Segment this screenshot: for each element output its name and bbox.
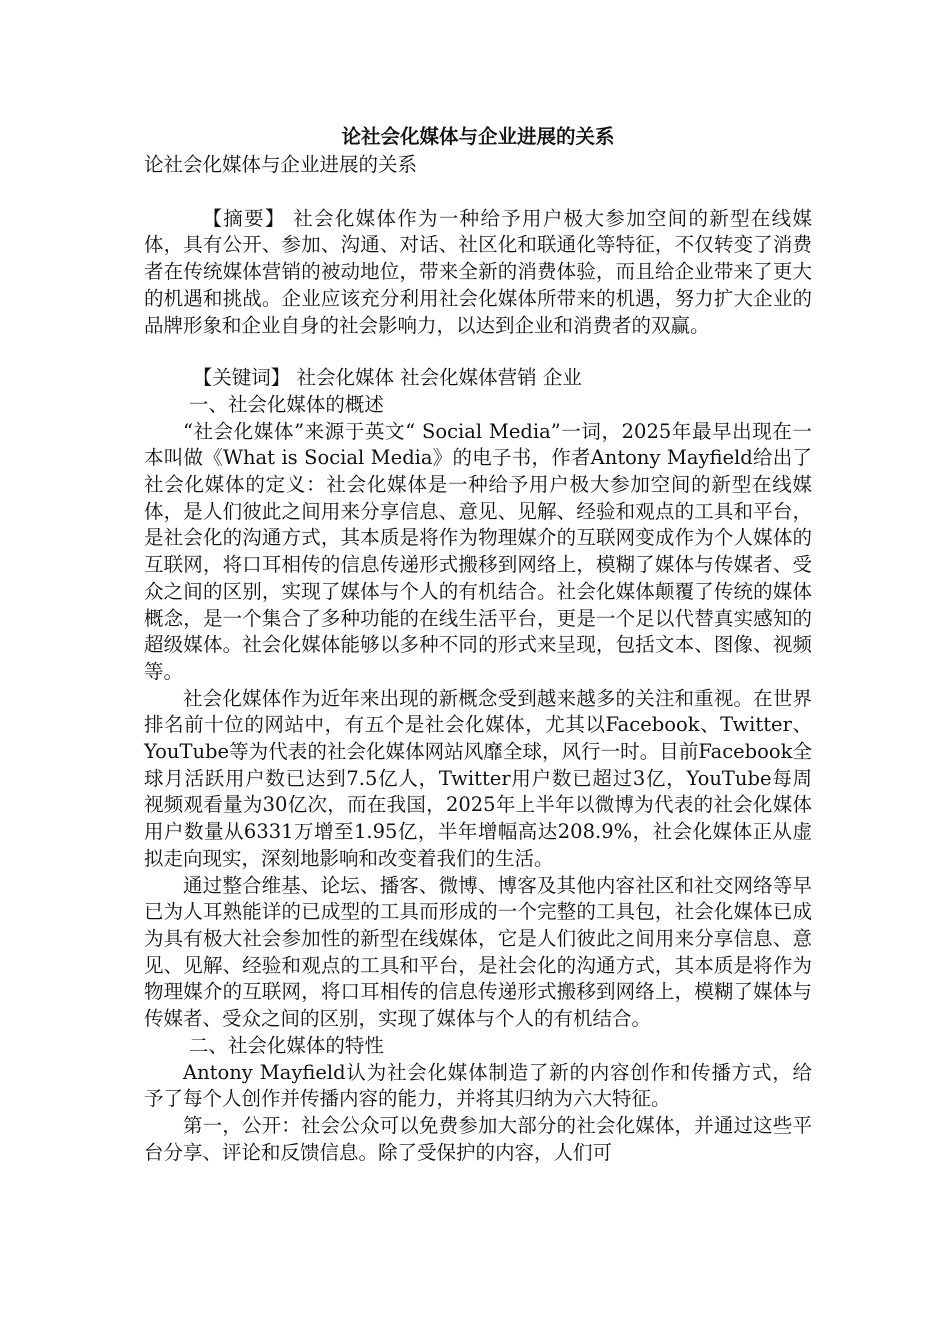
section-heading-overview: 一、社会化媒体的概述	[188, 392, 384, 416]
keywords-paragraph	[144, 365, 812, 392]
document-page	[144, 122, 812, 1166]
document-title: 论社会化媒体与企业进展的关系	[341, 125, 615, 148]
body-paragraph: Antony Mayfield认为社会化媒体制造了新的内容创作和传播方式，给予了每个人创作并传播内容的能力，并将其归纳为六大特征。	[144, 1060, 812, 1111]
abstract-paragraph	[144, 206, 812, 340]
body-paragraph: “社会化媒体”来源于英文“ Social Media”一词，2025年最早出现在一本叫做《What is Social Media》的电子书，作者Antony Mayfield给出了社会化媒体的定义：社会化媒体是一种给予用户极大参加空间的新型在线媒体，是人们彼此之间用来分享信息、意见、见解、经验和观点的工具和平台，是社会化的沟通方式，其本质是将作为物理媒介的互联网变成作为个人媒体的互联网，将口耳相传的信息传递形式搬移到网络上，模糊了媒体与传媒者、受众之间的区别，实现了媒体与个人的有机结合。社会化媒体颠覆了传统的媒体概念，是一个集合了多种功能的在线生活平台，更是一个足以代替真实感知的超级媒体。社会化媒体能够以多种不同的形式来呈现，包括文本、图像、视频等。	[144, 419, 812, 683]
body-paragraph: 通过整合维基、论坛、播客、微博、博客及其他内容社区和社交网络等早已为人耳熟能详的已成型的工具而形成的一个完整的工具包，社会化媒体已成为具有极大社会参加性的新型在线媒体，它是人们彼此之间用来分享信息、意见、见解、经验和观点的工具和平台，是社会化的沟通方式，其本质是将作为物理媒介的互联网，将口耳相传的信息传递形式搬移到网络上，模糊了媒体与传媒者、受众之间的区别，实现了媒体与个人的有机结合。	[144, 873, 812, 1031]
body-paragraph: 第一，公开：社会公众可以免费参加大部分的社会化媒体，并通过这些平台分享、评论和反馈信息。除了受保护的内容，人们可	[144, 1113, 812, 1164]
body-paragraph: 社会化媒体作为近年来出现的新概念受到越来越多的关注和重视。在世界排名前十位的网站中，有五个是社会化媒体，尤其以Facebook、Twitter、YouTube等为代表的社会化媒体网站风靡全球，风行一时。目前Facebook全球月活跃用户数已达到7.5亿人，Twitter用户数已超过3亿，YouTube每周视频观看量为30亿次，而在我国，2025年上半年以微博为代表的社会化媒体用户数量从6331万增至1.95亿，半年增幅高达208.9%，社会化媒体正从虚拟走向现实，深刻地影响和改变着我们的生活。	[144, 686, 812, 870]
keywords-label: 【关键词】	[192, 366, 291, 390]
keywords-text: 社会化媒体 社会化媒体营销 企业	[290, 366, 582, 390]
abstract-text: 社会化媒体作为一种给予用户极大参加空间的新型在线媒体，具有公开、参加、沟通、对话、社区化和联通化等特征，不仅转变了消费者在传统媒体营销的被动地位，带来全新的消费体验，而且给企业带来了更大的机遇和挑战。企业应该充分利用社会化媒体所带来的机遇，努力扩大企业的品牌形象和企业自身的社会影响力，以达到企业和消费者的双赢。	[144, 206, 812, 337]
section-heading-features: 二、社会化媒体的特性	[188, 1033, 384, 1057]
document-subtitle: 论社会化媒体与企业进展的关系	[144, 153, 418, 176]
abstract-label: 【摘要】	[202, 206, 286, 230]
